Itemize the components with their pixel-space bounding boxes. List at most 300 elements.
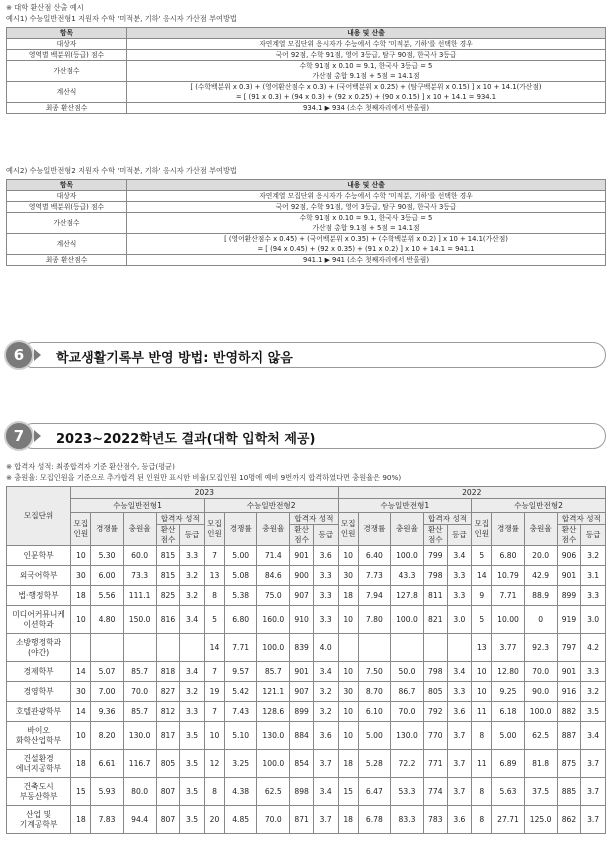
table-cell: 10 — [472, 662, 492, 682]
table-cell: 6.78 — [358, 806, 390, 834]
table-cell: 100.0 — [524, 702, 557, 722]
table-cell: 5.00 — [225, 546, 257, 566]
table-cell: 898 — [290, 778, 314, 806]
table-cell: 3.3 — [180, 546, 205, 566]
col-recruit-line: 모집 — [73, 519, 89, 528]
year-2023: 2023 — [71, 487, 338, 499]
table-cell: 3.4 — [447, 546, 472, 566]
calc-line: [ (수학백분위 x 0.3) + (영어환산점수 x 0.3) + (국어백분위 x 0.25) + (탐구백분위 x 0.15) ] x 10 + 14.1(가산점) — [190, 83, 542, 91]
table-cell: 10 — [71, 722, 91, 750]
table-cell: 916 — [557, 682, 581, 702]
table-cell: 907 — [290, 586, 314, 606]
col-score — [557, 525, 581, 546]
table-cell: 5 — [204, 606, 224, 634]
table-cell: 815 — [156, 546, 180, 566]
calc-row — [7, 255, 606, 266]
dept-name-line: 부동산학부 — [19, 791, 58, 801]
table-cell: 3.6 — [447, 702, 472, 722]
col-recruit-line: 인원 — [340, 529, 356, 538]
table-cell: 6.61 — [91, 750, 123, 778]
dept-name-line: 경제학부 — [23, 666, 54, 676]
calc-row-label: 계산식 — [7, 82, 127, 103]
table-cell: 9 — [472, 586, 492, 606]
table-cell: 7.71 — [492, 586, 524, 606]
table-cell: 100.0 — [390, 546, 423, 566]
table-cell: 807 — [156, 806, 180, 834]
section-6-title: 학교생활기록부 반영 방법: 반영하지 않음 — [56, 351, 293, 366]
col-score-line: 점수 — [160, 535, 176, 544]
table-cell: 13 — [204, 566, 224, 586]
calc-row-content — [127, 202, 606, 213]
table-cell: 3.5 — [180, 722, 205, 750]
table-cell: 3.3 — [447, 566, 472, 586]
table-cell: 3.4 — [180, 662, 205, 682]
table-cell: 10.79 — [492, 566, 524, 586]
table-cell: 3.2 — [180, 566, 205, 586]
calc-row-content — [127, 50, 606, 61]
table-cell: 37.5 — [524, 778, 557, 806]
table-cell — [71, 634, 91, 662]
table-cell: 10 — [338, 546, 358, 566]
table-cell: 75.0 — [257, 586, 290, 606]
table-cell — [358, 634, 390, 662]
calc-line: 국어 92점, 수학 91점, 영어 3등급, 탐구 90점, 한국사 3등급 — [275, 203, 457, 211]
table-row — [7, 722, 606, 750]
table-cell: 3.7 — [581, 778, 606, 806]
dept-name-line: 소방행정학과 — [15, 637, 62, 647]
col-recruit-line: 모집 — [474, 519, 490, 528]
table-cell: 8.70 — [358, 682, 390, 702]
table-cell: 18 — [338, 806, 358, 834]
table-cell: 6.10 — [358, 702, 390, 722]
table-cell: 3.3 — [581, 662, 606, 682]
col-dept: 모집단위 — [7, 487, 71, 546]
table-cell: 3.7 — [447, 722, 472, 750]
dept-name-line: 경영학부 — [23, 686, 54, 696]
table-cell: 88.9 — [524, 586, 557, 606]
table-cell: 5 — [472, 606, 492, 634]
calc-line: 가산점 총합 9.1점 + 5점 = 14.1점 — [312, 72, 420, 80]
calc-row-label: 가산점수 — [7, 213, 127, 234]
calc-line: 934.1 ▶ 934 (소수 첫째자리에서 반올림) — [303, 104, 429, 112]
col-result: 합격자 성적 — [424, 513, 472, 525]
track-header: 수능일반전형2 — [472, 499, 606, 513]
calc-row — [7, 50, 606, 61]
table-cell: 3.0 — [581, 606, 606, 634]
table-cell: 817 — [156, 722, 180, 750]
dept-name — [7, 722, 71, 750]
calc-row-label: 영역별 백분위(등급) 점수 — [7, 50, 127, 61]
table-cell: 18 — [338, 750, 358, 778]
table-cell: 81.8 — [524, 750, 557, 778]
col-result: 합격자 성적 — [290, 513, 338, 525]
table-cell: 3.4 — [447, 662, 472, 682]
table-cell: 3.3 — [313, 566, 338, 586]
table-row — [7, 682, 606, 702]
table-cell: 10 — [204, 722, 224, 750]
table-cell — [180, 634, 205, 662]
table-cell: 798 — [424, 662, 448, 682]
table-cell: 6.18 — [492, 702, 524, 722]
table-cell: 899 — [557, 586, 581, 606]
table-cell: 899 — [290, 702, 314, 722]
table-cell: 3.3 — [180, 702, 205, 722]
table-cell: 11 — [472, 750, 492, 778]
results-table — [6, 486, 606, 834]
table-cell: 4.85 — [225, 806, 257, 834]
col-score — [424, 525, 448, 546]
table-cell: 7.71 — [225, 634, 257, 662]
table-row — [7, 750, 606, 778]
table-cell: 885 — [557, 778, 581, 806]
table-cell: 3.3 — [447, 586, 472, 606]
calc-row-content — [127, 213, 606, 234]
table-cell: 62.5 — [257, 778, 290, 806]
col-grade: 등급 — [313, 525, 338, 546]
col-result: 합격자 성적 — [557, 513, 605, 525]
col-score-line: 환산 — [561, 525, 577, 534]
dept-name-line: 외국어학부 — [19, 570, 58, 580]
table-cell: 3.3 — [447, 682, 472, 702]
table-cell: 805 — [424, 682, 448, 702]
table-cell: 3.5 — [180, 778, 205, 806]
table-cell: 18 — [338, 586, 358, 606]
col-item: 항목 — [7, 28, 127, 39]
col-competition: 경쟁률 — [492, 513, 524, 546]
table-cell: 3.7 — [313, 806, 338, 834]
table-cell: 3.2 — [313, 682, 338, 702]
table-cell: 100.0 — [257, 750, 290, 778]
table-cell: 884 — [290, 722, 314, 750]
col-score-line: 점수 — [427, 535, 443, 544]
table-cell: 4.2 — [581, 634, 606, 662]
col-score — [290, 525, 314, 546]
calc-line: 941.1 ▶ 941 (소수 첫째자리에서 반올림) — [303, 256, 429, 264]
table-cell: 70.0 — [390, 702, 423, 722]
table-cell: 80.0 — [123, 778, 156, 806]
table-cell — [338, 634, 358, 662]
table-cell: 812 — [156, 702, 180, 722]
table-cell: 10 — [338, 606, 358, 634]
table-cell: 7.00 — [91, 682, 123, 702]
col-content: 내용 및 산출 — [127, 28, 606, 39]
calc-line: 자연계열 모집단위 응시자가 수능에서 수학 '미적분, 기하'를 선택한 경우 — [259, 192, 473, 200]
table-cell: 7.80 — [358, 606, 390, 634]
table-cell — [156, 634, 180, 662]
dept-name — [7, 806, 71, 834]
table-cell: 18 — [71, 806, 91, 834]
results-note-2: ※ 충원율: 모집인원을 기준으로 추가합격 된 인원만 표시한 비율(모집인원 10명에 예비 9번까지 합격하였다면 충원율은 90%) — [6, 473, 402, 482]
col-fill-rate: 충원율 — [257, 513, 290, 546]
dept-name — [7, 606, 71, 634]
dept-name-line: 건축도시 — [23, 781, 54, 791]
year-2022: 2022 — [338, 487, 606, 499]
calc-line: [ (영어환산점수 x 0.45) + (국어백분위 x 0.35) + (수학백분위 x 0.2) ] x 10 + 14.1(가산점) — [224, 235, 508, 243]
dept-name — [7, 662, 71, 682]
table-cell: 6.80 — [225, 606, 257, 634]
calc-row-content — [127, 82, 606, 103]
table-cell: 127.8 — [390, 586, 423, 606]
table-cell: 7.43 — [225, 702, 257, 722]
table-cell: 900 — [290, 566, 314, 586]
table-cell: 6.80 — [492, 546, 524, 566]
table-cell: 3.7 — [313, 750, 338, 778]
dept-name — [7, 586, 71, 606]
dept-name-line: 화학산업학부 — [15, 735, 62, 745]
table-cell: 8.20 — [91, 722, 123, 750]
table-cell: 15 — [338, 778, 358, 806]
table-cell: 10 — [71, 606, 91, 634]
table-cell: 6.40 — [358, 546, 390, 566]
dept-name-line: 바이오 — [27, 725, 50, 735]
col-recruit-line: 모집 — [207, 519, 222, 528]
table-cell: 7.73 — [358, 566, 390, 586]
col-grade: 등급 — [581, 525, 606, 546]
col-recruit — [338, 513, 358, 546]
section-number-badge: 6 — [4, 340, 34, 370]
col-score-line: 환산 — [427, 525, 443, 534]
col-recruit-line: 인원 — [207, 529, 222, 538]
table-cell: 3.77 — [492, 634, 524, 662]
col-score-line: 점수 — [294, 535, 309, 544]
table-cell: 72.2 — [390, 750, 423, 778]
table-cell: 53.3 — [390, 778, 423, 806]
table-cell: 11 — [472, 702, 492, 722]
table-cell: 10 — [472, 682, 492, 702]
table-cell: 3.25 — [225, 750, 257, 778]
table-cell: 9.25 — [492, 682, 524, 702]
calc-row-content — [127, 39, 606, 50]
table-cell: 5.07 — [91, 662, 123, 682]
table-cell: 19 — [204, 682, 224, 702]
table-cell: 111.1 — [123, 586, 156, 606]
table-cell: 20.0 — [524, 546, 557, 566]
table-cell: 871 — [290, 806, 314, 834]
table-cell: 3.0 — [447, 606, 472, 634]
calc-row-label: 가산점수 — [7, 61, 127, 82]
calc-row — [7, 103, 606, 114]
table-cell: 3.2 — [581, 546, 606, 566]
table-cell: 8 — [204, 586, 224, 606]
table-cell: 100.0 — [257, 634, 290, 662]
table-cell: 771 — [424, 750, 448, 778]
calc-line: = [ (91 x 0.3) + (94 x 0.3) + (92 x 0.25) + (90 x 0.15) ] x 10 + 14.1 = 934.1 — [235, 93, 497, 101]
table-cell: 3.2 — [180, 682, 205, 702]
calc-row — [7, 213, 606, 234]
col-recruit — [472, 513, 492, 546]
table-cell: 882 — [557, 702, 581, 722]
table-cell: 3.5 — [180, 806, 205, 834]
calc-row-label: 최종 환산점수 — [7, 255, 127, 266]
table-cell: 8 — [472, 722, 492, 750]
table-cell: 0 — [524, 606, 557, 634]
table-cell: 3.7 — [581, 806, 606, 834]
table-cell: 8 — [472, 806, 492, 834]
table-cell: 3.7 — [447, 778, 472, 806]
table-cell: 62.5 — [524, 722, 557, 750]
table-cell: 3.4 — [180, 606, 205, 634]
table-cell: 919 — [557, 606, 581, 634]
dept-name — [7, 778, 71, 806]
calc-row-label: 영역별 백분위(등급) 점수 — [7, 202, 127, 213]
table-cell: 14 — [71, 702, 91, 722]
table-cell: 3.1 — [581, 566, 606, 586]
table-cell: 4.38 — [225, 778, 257, 806]
table-cell: 14 — [204, 634, 224, 662]
table-cell: 160.0 — [257, 606, 290, 634]
table-cell: 4.80 — [91, 606, 123, 634]
table-cell: 3.5 — [581, 702, 606, 722]
table-cell: 3.6 — [447, 806, 472, 834]
table-cell: 14 — [71, 662, 91, 682]
table-cell: 70.0 — [123, 682, 156, 702]
table-cell: 805 — [156, 750, 180, 778]
table-row — [7, 662, 606, 682]
table-cell: 18 — [71, 750, 91, 778]
table-cell: 10 — [338, 722, 358, 750]
table-cell: 15 — [71, 778, 91, 806]
table-cell: 7.94 — [358, 586, 390, 606]
table-cell: 8 — [472, 778, 492, 806]
table-cell: 60.0 — [123, 546, 156, 566]
calc-row-content — [127, 103, 606, 114]
table-cell: 30 — [338, 566, 358, 586]
calc-row-label: 대상자 — [7, 39, 127, 50]
table-cell: 3.4 — [313, 662, 338, 682]
table-cell: 901 — [557, 566, 581, 586]
col-content: 내용 및 산출 — [127, 180, 606, 191]
table-cell: 3.7 — [581, 750, 606, 778]
table-cell: 128.6 — [257, 702, 290, 722]
example2-table — [6, 179, 606, 266]
calc-row-content — [127, 234, 606, 255]
table-cell: 5.38 — [225, 586, 257, 606]
table-cell: 130.0 — [257, 722, 290, 750]
table-cell: 20 — [204, 806, 224, 834]
calc-row — [7, 202, 606, 213]
calc-line: = [ (94 x 0.45) + (92 x 0.35) + (91 x 0.2) ] x 10 + 14.1 = 941.1 — [257, 245, 475, 253]
table-cell — [91, 634, 123, 662]
col-recruit-line: 모집 — [340, 519, 356, 528]
table-cell: 3.4 — [313, 778, 338, 806]
table-cell: 862 — [557, 806, 581, 834]
table-cell: 85.7 — [123, 702, 156, 722]
dept-name — [7, 682, 71, 702]
table-row — [7, 634, 606, 662]
table-cell: 4.0 — [313, 634, 338, 662]
calc-row-content — [127, 61, 606, 82]
calc-line: 수학 91점 x 0.10 = 9.1, 한국사 3등급 = 5 — [299, 62, 433, 70]
table-cell: 10.00 — [492, 606, 524, 634]
table-cell — [424, 634, 448, 662]
table-cell: 130.0 — [123, 722, 156, 750]
table-cell: 907 — [290, 682, 314, 702]
table-cell: 815 — [156, 566, 180, 586]
table-cell: 3.6 — [313, 722, 338, 750]
table-cell: 10 — [71, 546, 91, 566]
table-cell: 86.7 — [390, 682, 423, 702]
table-cell: 10 — [338, 702, 358, 722]
dept-name — [7, 750, 71, 778]
dept-name-line: 법·행정학부 — [18, 590, 59, 600]
calc-row-label: 계산식 — [7, 234, 127, 255]
table-cell: 83.3 — [390, 806, 423, 834]
example1-table — [6, 27, 606, 114]
table-cell: 92.3 — [524, 634, 557, 662]
col-recruit-line: 인원 — [73, 529, 89, 538]
table-cell: 30 — [338, 682, 358, 702]
table-cell: 70.0 — [524, 662, 557, 682]
calc-row-content — [127, 255, 606, 266]
table-cell: 85.7 — [257, 662, 290, 682]
table-cell: 825 — [156, 586, 180, 606]
track-header: 수능일반전형2 — [204, 499, 338, 513]
table-cell: 30 — [71, 682, 91, 702]
table-cell: 827 — [156, 682, 180, 702]
track-header: 수능일반전형1 — [338, 499, 472, 513]
calc-row — [7, 191, 606, 202]
table-cell: 770 — [424, 722, 448, 750]
table-cell: 910 — [290, 606, 314, 634]
table-cell: 71.4 — [257, 546, 290, 566]
col-score-line: 점수 — [561, 535, 577, 544]
table-cell: 3.3 — [581, 586, 606, 606]
table-row — [7, 566, 606, 586]
table-cell: 3.2 — [180, 586, 205, 606]
table-cell: 5.00 — [358, 722, 390, 750]
col-result: 합격자 성적 — [156, 513, 204, 525]
example1-caption: 예시1) 수능일반전형1 지원자 수학 '미적분, 기하' 응시자 가산점 부여방법 — [6, 14, 237, 23]
table-row — [7, 606, 606, 634]
table-cell: 6.47 — [358, 778, 390, 806]
col-competition: 경쟁률 — [225, 513, 257, 546]
example-heading: ※ 대학 환산점 산출 예시 — [6, 3, 84, 12]
table-cell: 854 — [290, 750, 314, 778]
table-cell: 901 — [290, 662, 314, 682]
calc-row-label: 대상자 — [7, 191, 127, 202]
table-cell: 816 — [156, 606, 180, 634]
table-cell: 42.9 — [524, 566, 557, 586]
dept-name — [7, 702, 71, 722]
table-cell: 5.28 — [358, 750, 390, 778]
table-cell: 121.1 — [257, 682, 290, 702]
table-cell: 821 — [424, 606, 448, 634]
dept-name-line: 호텔관광학부 — [15, 706, 62, 716]
col-grade: 등급 — [447, 525, 472, 546]
example2-caption: 예시2) 수능일반전형2 지원자 수학 '미적분, 기하' 응시자 가산점 부여방법 — [6, 166, 237, 175]
table-cell: 8 — [204, 778, 224, 806]
table-cell: 84.6 — [257, 566, 290, 586]
col-recruit — [71, 513, 91, 546]
dept-name-line: (야간) — [28, 647, 50, 657]
table-cell: 18 — [71, 586, 91, 606]
col-recruit — [204, 513, 224, 546]
table-cell: 5.08 — [225, 566, 257, 586]
table-cell: 811 — [424, 586, 448, 606]
dept-name-line: 기계공학부 — [19, 819, 58, 829]
calc-line: 자연계열 모집단위 응시자가 수능에서 수학 '미적분, 기하'를 선택한 경우 — [259, 40, 473, 48]
table-cell: 799 — [424, 546, 448, 566]
chevron-right-icon — [34, 430, 41, 442]
dept-name — [7, 546, 71, 566]
table-cell: 3.3 — [313, 586, 338, 606]
section-6-header — [4, 340, 606, 370]
table-cell: 5.30 — [91, 546, 123, 566]
col-fill-rate: 충원율 — [123, 513, 156, 546]
table-cell: 90.0 — [524, 682, 557, 702]
table-cell: 901 — [290, 546, 314, 566]
calc-row — [7, 39, 606, 50]
